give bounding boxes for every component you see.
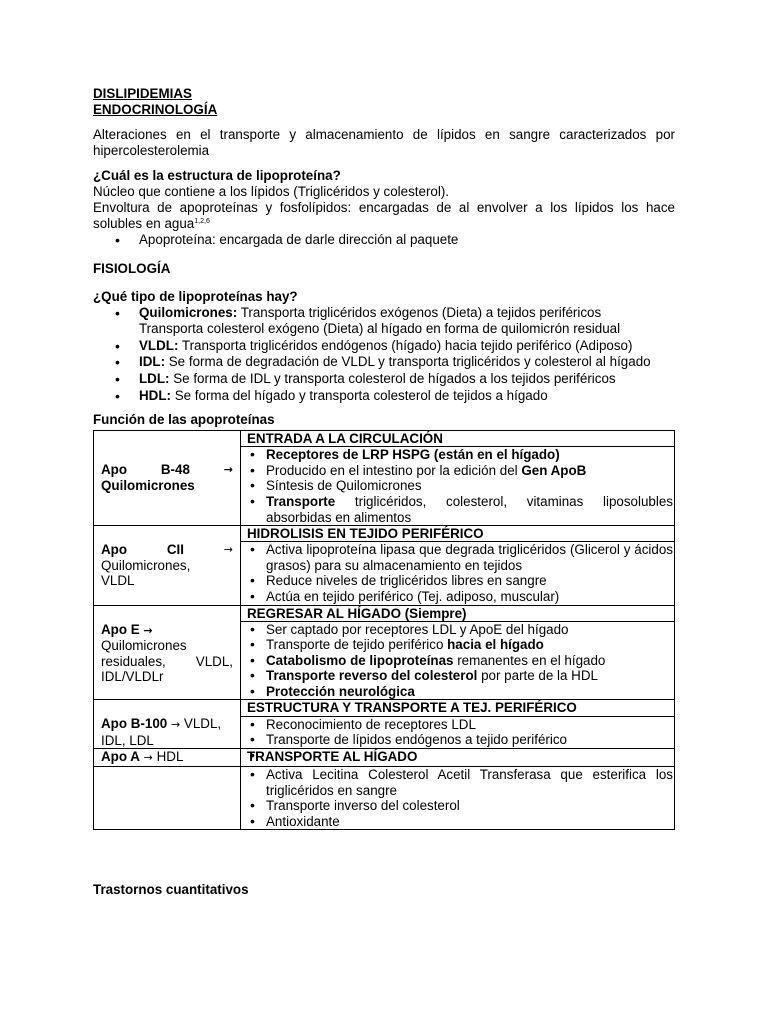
section-heading: Trastornos cuantitativos [93,882,249,898]
list-item: • VLDL: Transporta triglicéridos endógenos (hígado) hacia tejido periférico (Adiposo) [93,338,675,355]
arrow-icon: → [170,718,181,732]
arrow-icon: → [143,623,153,637]
apo-cell: Apo B-100 → VLDL, IDL, LDL [94,700,241,749]
estructura-line2: Envoltura de apoproteínas y fosfolípidos: encargadas de al envolver a los lípidos los hace solubles en agua$^{1,2,6}$ [93,200,675,231]
apo-cell [94,766,241,829]
list-item: • HDL: Se forma del hígado y transporta colesterol de tejidos a hígado [93,388,675,405]
list-item: • IDL: Se forma de degradación de VLDL y transporta triglicéridos y colesterol al hígado [93,354,675,371]
list-item: • Reconocimiento de receptores LDL [241,717,674,733]
list-item: • Transporte de tejido periférico hacia el hígado [241,637,674,653]
table-row [94,766,675,829]
list-item: • Transporte de lípidos endógenos a tejido periférico [241,732,674,748]
arrow-icon: → [143,751,153,765]
list-item: • Activa lipoproteína lipasa que degrada triglicéridos (Glicerol y ácidos grasos) para su almacenamiento en tejidos [241,542,674,573]
document-subtitle: ENDOCRINOLOGÍA [93,102,218,117]
function-header: HIDROLISIS EN TEJIDO PERIFÉRICO [241,526,675,542]
list-item: • Reduce niveles de triglicéridos libres en sangre [241,573,674,589]
function-cell [241,621,675,700]
list-item: • Producido en el intestino por la edición del Gen ApoB [241,463,674,479]
list-item: • Transporte triglicéridos, colesterol, vitaminas liposolubles absorbidas en alimentos [241,494,674,525]
list-item: • Síntesis de Quilomicrones [241,478,674,494]
document-title: DISLIPIDEMIAS [93,86,192,101]
fisiologia-question: ¿Qué tipo de lipoproteínas hay? [93,288,298,304]
arrow-icon: → [223,463,233,477]
function-cell [241,447,675,526]
apoprotein-table [93,430,675,830]
table-row [94,749,675,767]
document-page [93,86,675,898]
list-item: • LDL: Se forma de IDL y transporta colesterol de hígados a los tejidos periféricos [93,371,675,388]
list-item: • Actúa en tejido periférico (Tej. adiposo, muscular) [241,589,674,605]
table-row [94,605,675,621]
list-item: • Transporte inverso del colesterol [241,798,674,814]
table-row [94,526,675,542]
table-row [94,700,675,716]
list-item: • Ser captado por receptores LDL y ApoE del hígado [241,622,674,638]
function-cell [241,542,675,605]
function-cell [241,716,675,749]
list-item: • Protección neurológica [241,684,674,700]
table-caption: Función de las apoproteínas [93,412,275,428]
function-cell [241,766,675,829]
apo-cell: Apo CII → Quilomicrones, VLDL [94,526,241,605]
apo-cell: Apo B-48 → Quilomicrones [94,431,241,526]
intro-paragraph: Alteraciones en el transporte y almacenamiento de lípidos en sangre caracterizados por hipercolesterolemia [93,127,675,158]
estructura-line1: Núcleo que contiene a los lípidos (Triglicéridos y colesterol). [93,184,450,199]
function-header: TRANSPORTE AL HÍGADO [241,749,675,767]
citation-superscript: 1,2,6 [194,218,210,225]
list-item: • Activa Lecitina Colesterol Acetil Transferasa que esterifica los triglicéridos en sangre [241,767,674,798]
function-header: REGRESAR AL HÍGADO (Siempre) [241,605,675,621]
list-item: • Antioxidante [241,814,674,830]
lipoprotein-list [93,305,675,405]
estructura-question: ¿Cuál es la estructura de lipoproteína? [93,168,341,183]
list-item: • Quilomicrones: Transporta triglicéridos exógenos (Dieta) a tejidos periféricos Transporta colesterol exógeno (Dieta) al hígado en forma de quilomicrón residual [93,305,675,338]
apo-cell: Apo E → Quilomicrones residuales, VLDL, IDL/VLDLr [94,605,241,700]
table-row [94,431,675,447]
list-item: • Transporte reverso del colesterol por parte de la HDL [241,668,674,684]
arrow-icon: → [223,543,233,557]
function-header: ENTRADA A LA CIRCULACIÓN [241,431,675,447]
list-item: • Catabolismo de lipoproteínas remanentes en el hígado [241,653,674,669]
fisiologia-heading: FISIOLOGÍA [93,260,171,276]
list-item: • Receptores de LRP HSPG (están en el hígado) [241,447,674,463]
apo-cell: Apo A → HDL [94,749,241,767]
estructura-bullet-list [93,232,675,249]
function-header: ESTRUCTURA Y TRANSPORTE A TEJ. PERIFÉRICO [241,700,675,716]
list-item: • Apoproteína: encargada de darle dirección al paquete [93,232,675,249]
